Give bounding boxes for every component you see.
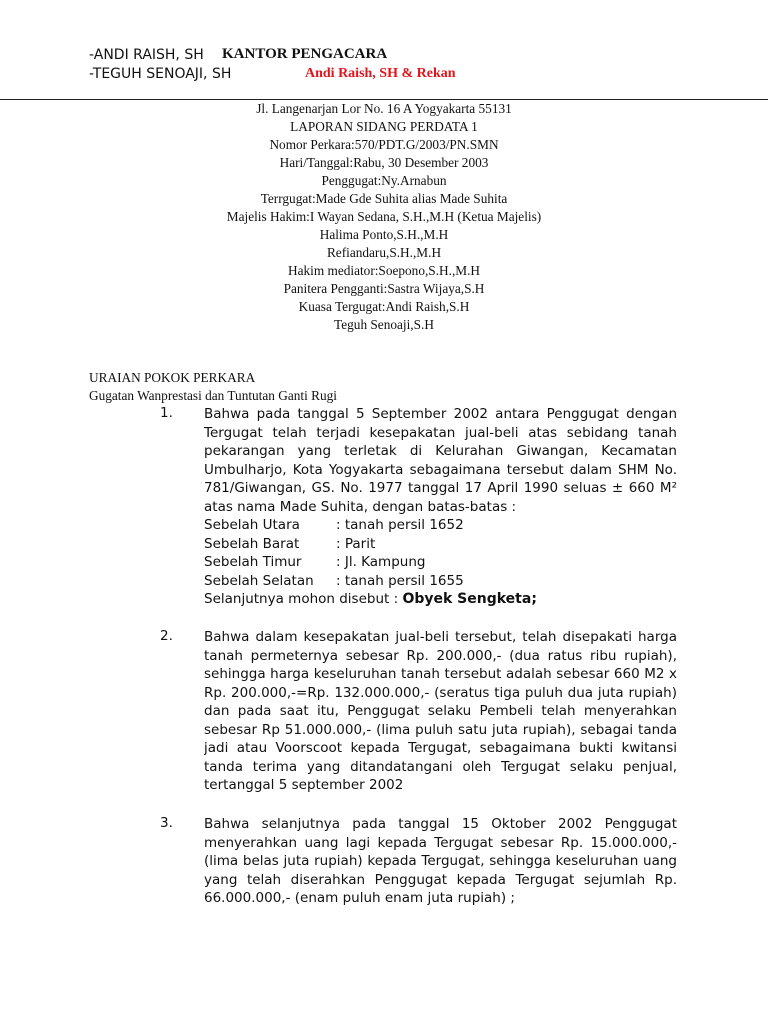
plaintiff: Penggugat:Ny.Arnabun bbox=[321, 173, 447, 188]
defendant-counsel-1: Kuasa Tergugat:Andi Raish,S.H bbox=[298, 299, 470, 314]
paragraph-line: menyerahkan uang lagi kepada Tergugat sebesar Rp. 15.000.000,- bbox=[204, 834, 677, 851]
paragraph-line: Bahwa selanjutnya pada tanggal 15 Oktober 2002 Penggugat bbox=[204, 816, 677, 832]
report-title: LAPORAN SIDANG PERDATA 1 bbox=[290, 119, 478, 134]
defendant: Terrgugat:Made Gde Suhita alias Made Suhita bbox=[260, 191, 508, 206]
address-line: Jl. Langenarjan Lor No. 16 A Yogyakarta 55131 bbox=[256, 101, 512, 116]
item-number: 2. bbox=[160, 628, 173, 644]
paragraph-line: 781/Giwangan, GS. No. 1977 tanggal 17 April 1990 seluas ± 660 M² bbox=[204, 480, 677, 496]
boundary-value: : tanah persil 1652 bbox=[336, 517, 464, 533]
lawyer-name-2: -TEGUH SENOAJI, SH bbox=[89, 66, 232, 82]
boundary-side: Sebelah Selatan bbox=[204, 572, 314, 589]
firm-name: KANTOR PENGACARA bbox=[222, 46, 388, 62]
judges-chief: Majelis Hakim:I Wayan Sedana, S.H.,M.H (Ketua Majelis) bbox=[226, 209, 542, 224]
boundary-row bbox=[204, 572, 677, 591]
paragraph-line: 66.000.000,- (enam puluh enam juta rupiah) ; bbox=[204, 890, 515, 906]
paragraph-line: jadi atau Voorscoot kepada Tergugat, sebagaimana bukti kwitansi bbox=[204, 740, 677, 756]
boundary-value: : Parit bbox=[336, 535, 376, 552]
object-of-dispute: Obyek Sengketa; bbox=[402, 591, 537, 607]
header-divider bbox=[0, 99, 768, 100]
section-subtitle: Gugatan Wanprestasi dan Tuntutan Ganti Rugi bbox=[89, 388, 337, 403]
judge-member-1: Halima Ponto,S.H.,M.H bbox=[319, 227, 449, 242]
paragraph-line: sebesar Rp 51.000.000,- (lima puluh satu juta rupiah), sebagai tanda bbox=[204, 721, 677, 738]
closing-line bbox=[204, 590, 677, 609]
paragraph-line: tanah permeternya sebesar Rp. 200.000,- (dua ratus ribu rupiah), bbox=[204, 647, 677, 664]
item-paragraph bbox=[204, 405, 677, 609]
paragraph-line: Bahwa pada tanggal 5 September 2002 antara Penggugat dengan bbox=[204, 406, 677, 422]
paragraph-line: tertanggal 5 september 2002 bbox=[204, 777, 404, 793]
section-title: URAIAN POKOK PERKARA bbox=[89, 370, 256, 385]
paragraph-line: Tergugat telah terjadi kesepakatan jual-beli atas sebidang tanah bbox=[204, 424, 677, 441]
boundary-row bbox=[204, 535, 677, 554]
paragraph-line: Rp. 200.000,-=Rp. 132.000.000,- (seratus tiga puluh dua juta rupiah) bbox=[204, 684, 677, 701]
paragraph-line: Umbulharjo, Kota Yogyakarta sebagaimana tersebut dalam SHM No. bbox=[204, 461, 677, 478]
hearing-date: Hari/Tanggal:Rabu, 30 Desember 2003 bbox=[279, 155, 489, 170]
boundary-side: Sebelah Timur bbox=[204, 554, 302, 570]
case-number: Nomor Perkara:570/PDT.G/2003/PN.SMN bbox=[269, 137, 499, 152]
item-number: 1. bbox=[160, 405, 173, 421]
paragraph-line: yang telah diserahkan Penggugat kepada Tergugat sejumlah Rp. bbox=[204, 871, 677, 888]
paragraph-line: atas nama Made Suhita, dengan batas-batas : bbox=[204, 498, 517, 515]
paragraph-line: sehingga harga keseluruhan tanah tersebut adalah sebesar 660 M2 x bbox=[204, 666, 677, 682]
paragraph-line: pekarangan yang terletak di Kelurahan Giwangan, Kecamatan bbox=[204, 443, 677, 459]
paragraph-line: tanda terima yang ditandatangani oleh Tergugat selaku penjual, bbox=[204, 758, 677, 775]
boundary-value: : Jl. Kampung bbox=[336, 554, 426, 570]
defendant-counsel-2: Teguh Senoaji,S.H bbox=[334, 317, 434, 332]
substitute-clerk: Panitera Pengganti:Sastra Wijaya,S.H bbox=[283, 281, 485, 296]
item-paragraph bbox=[204, 628, 677, 795]
firm-partner-name: Andi Raish, SH & Rekan bbox=[305, 66, 456, 81]
mediator-judge: Hakim mediator:Soepono,S.H.,M.H bbox=[287, 263, 481, 278]
paragraph-line: Bahwa dalam kesepakatan jual-beli tersebut, telah disepakati harga bbox=[204, 629, 677, 645]
judge-member-2: Refiandaru,S.H.,M.H bbox=[326, 245, 442, 260]
lawyer-name-1: -ANDI RAISH, SH bbox=[89, 47, 204, 63]
closing-text: Selanjutnya mohon disebut : bbox=[204, 591, 403, 607]
item-paragraph bbox=[204, 815, 677, 908]
boundary-row bbox=[204, 553, 677, 572]
boundary-side: Sebelah Barat bbox=[204, 535, 300, 552]
paragraph-line: (lima belas juta rupiah) kepada Tergugat, sehingga keseluruhan uang bbox=[204, 853, 677, 869]
item-number: 3. bbox=[160, 815, 173, 831]
boundary-row bbox=[204, 516, 677, 535]
paragraph-line: dan pada saat itu, Penggugat selaku Pembeli telah menyerahkan bbox=[204, 703, 677, 719]
boundary-side: Sebelah Utara bbox=[204, 517, 300, 533]
boundary-value: : tanah persil 1655 bbox=[336, 572, 464, 589]
